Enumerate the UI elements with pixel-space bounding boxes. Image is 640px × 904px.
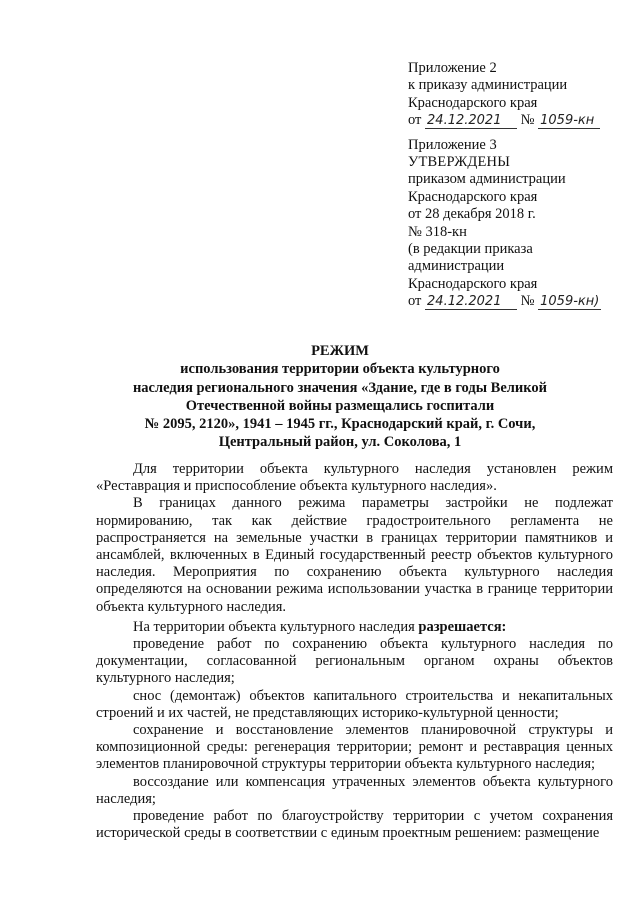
appendix-2-heading: Приложение 2	[408, 60, 497, 76]
list-item: снос (демонтаж) объектов капитального строительства и некапитальных строений и их частей, не представляющих историко-культурной ценности;	[96, 687, 613, 721]
title-line: использования территории объекта культурного	[180, 361, 500, 378]
permitted-label: разрешается:	[418, 618, 507, 635]
title-line: РЕЖИМ	[311, 343, 369, 359]
appendix-3-line: приказом администрации	[408, 171, 566, 188]
handwritten-date: 24.12.2021	[425, 114, 517, 129]
appendix-3-date-line	[408, 293, 633, 310]
appendix-3-line: Краснодарского края	[408, 188, 538, 205]
title-line: Центральный район, ул. Соколова, 1	[218, 434, 462, 451]
appendix-3-line: от 28 декабря 2018 г.	[408, 206, 536, 223]
appendix-block	[408, 60, 633, 311]
title-line: наследия регионального значения «Здание, где в годы Великой	[132, 379, 548, 396]
appendix-3-line: Краснодарского края	[408, 275, 538, 292]
title-line: Отечественной войны размещались госпитали	[185, 397, 495, 414]
appendix-2-line: к приказу администрации	[408, 77, 568, 94]
from-label: от	[408, 112, 422, 129]
paragraph: Для территории объекта культурного наследия установлен режим «Реставрация и приспособление объекта культурного наследия».	[96, 461, 613, 495]
appendix-3-line: № 318-кн	[408, 223, 467, 240]
paragraph: В границах данного режима параметры застройки не подлежат нормированию, так как действие градостроительного регламента не распространяется на земельные участки в границах территории памятников и ансамблей, включенных в Единый государственный реестр объектов культурного наследия. Мероприятия по сохранению объекта культурного наследия определяются на основании режима использовании участка в границе территории объекта культурного наследия.	[96, 495, 613, 615]
from-label: от	[408, 293, 422, 310]
number-label: №	[520, 293, 535, 310]
appendix-3-heading: Приложение 3	[408, 136, 497, 153]
list-item: сохранение и восстановление элементов планировочной структуры и композиционной среды: регенерация территории; ремонт и реставрация ценных элементов планировочной структуры территории объекта культурного наследия;	[96, 722, 613, 773]
list-item: проведение работ по сохранению объекта культурного наследия по документации, согласованной региональным органом охраны объектов культурного наследия;	[96, 636, 613, 687]
handwritten-number: 1059-кн)	[540, 294, 600, 310]
handwritten-date: 24.12.2021	[425, 295, 517, 310]
list-item: проведение работ по благоустройству территории с учетом сохранения исторической среды в соответствии с единым проектным решением: размещение	[96, 808, 613, 842]
appendix-3-line: (в редакции приказа	[408, 241, 533, 258]
document-title	[80, 342, 600, 452]
list-item: воссоздание или компенсация утраченных элементов объекта культурного наследия;	[96, 773, 613, 807]
appendix-3-line: администрации	[408, 258, 505, 275]
appendix-2-date-line	[408, 112, 633, 129]
title-line: № 2095, 2120», 1941 – 1945 гг., Краснодарский край, г. Сочи,	[144, 416, 536, 433]
appendix-2-line: Краснодарского края	[408, 94, 538, 111]
handwritten-number: 1059-кн	[538, 114, 600, 129]
approved-label: УТВЕРЖДЕНЫ	[408, 154, 511, 171]
number-label: №	[520, 112, 535, 129]
paragraph-permitted-intro: На территории объекта культурного наследия разрешается:	[133, 618, 507, 635]
document-body	[96, 461, 613, 842]
